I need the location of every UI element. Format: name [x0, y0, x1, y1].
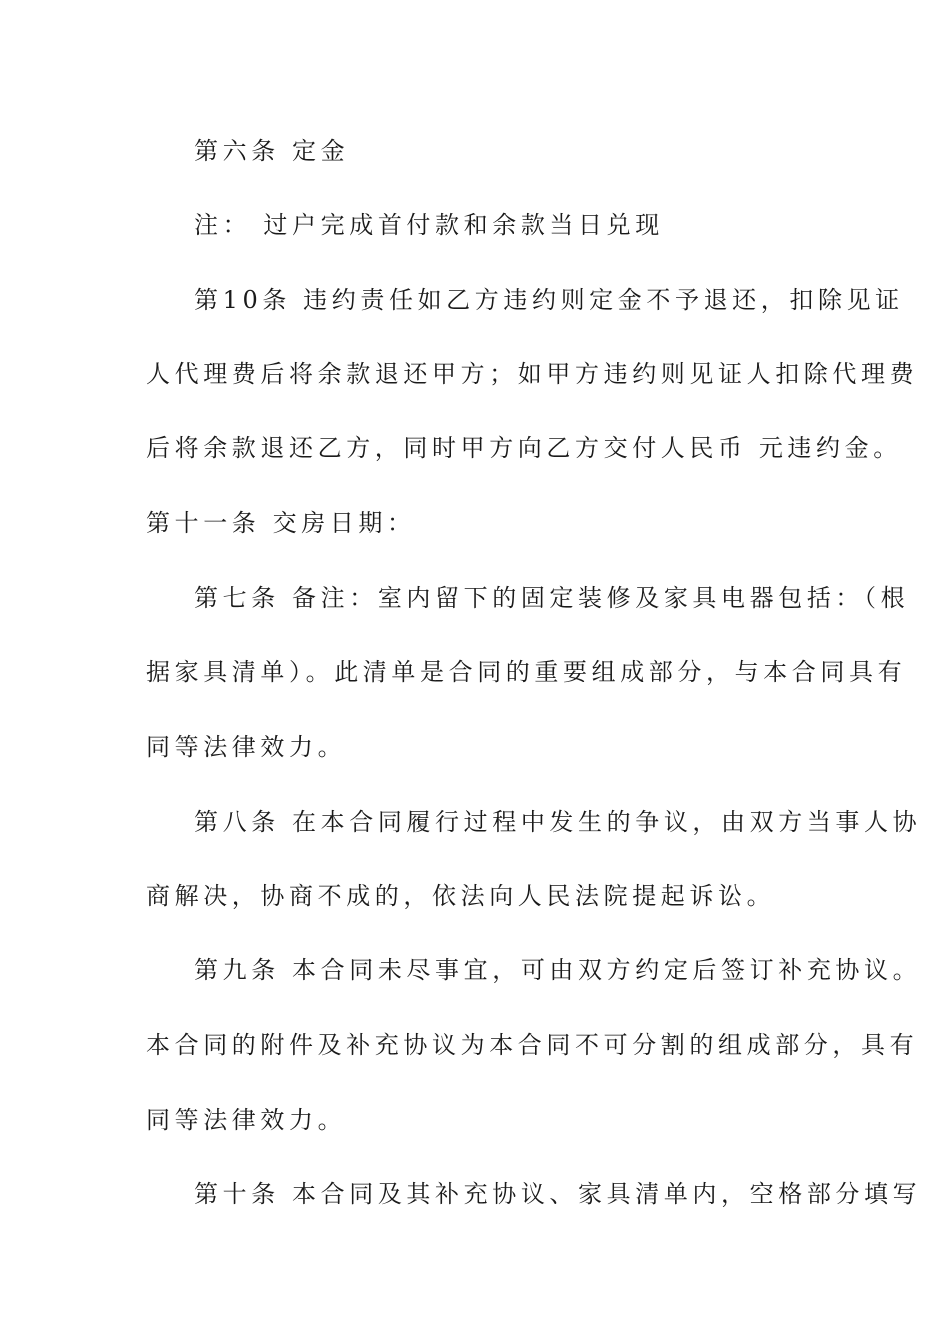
article-7-line-2: 据家具清单）。此清单是合同的重要组成部分，与本合同具有: [146, 658, 907, 686]
article-8-line-2: 商解决，协商不成的，依法向人民法院提起诉讼。: [146, 882, 776, 910]
article-9-line-1: 第九条 本合同未尽事宜，可由双方约定后签订补充协议。: [194, 956, 922, 984]
article-7-line-1: 第七条 备注：室内留下的固定装修及家具电器包括：（根: [194, 584, 910, 612]
article-9-line-2: 本合同的附件及补充协议为本合同不可分割的组成部分，具有: [146, 1031, 919, 1059]
article-10b-line-1: 第十条 本合同及其补充协议、家具清单内，空格部分填写: [194, 1180, 922, 1208]
article-10-line-3: 后将余款退还乙方，同时甲方向乙方交付人民币 元违约金。: [146, 434, 902, 462]
deposit-note: 注： 过户完成首付款和余款当日兑现: [194, 211, 664, 239]
article-8-line-1: 第八条 在本合同履行过程中发生的争议，由双方当事人协: [194, 808, 922, 836]
article-11-heading: 第十一条 交房日期：: [146, 509, 416, 537]
article-10-line-1: 第10条 违约责任如乙方违约则定金不予退还，扣除见证: [194, 286, 904, 314]
article-6-heading: 第六条 定金: [194, 137, 350, 165]
article-7-line-3: 同等法律效力。: [146, 733, 347, 761]
article-10-line-2: 人代理费后将余款退还甲方；如甲方违约则见证人扣除代理费: [146, 360, 919, 388]
article-9-line-3: 同等法律效力。: [146, 1106, 347, 1134]
